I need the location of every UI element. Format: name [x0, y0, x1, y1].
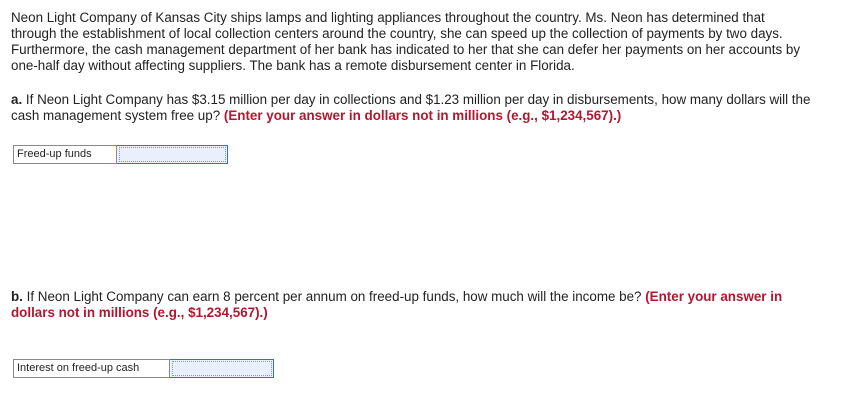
interest-on-freed-up-cash-label: Interest on freed-up cash [13, 359, 170, 378]
question-a [11, 92, 816, 124]
answer-row-freed-up-funds [13, 145, 228, 164]
freed-up-funds-input[interactable] [117, 145, 228, 164]
question-a-instruction: (Enter your answer in dollars not in millions (e.g., $1,234,567).) [223, 108, 622, 123]
question-b [11, 289, 816, 321]
answer-row-interest [13, 359, 274, 378]
freed-up-funds-label: Freed-up funds [13, 145, 117, 164]
question-b-instruction: (Enter your answer in dollars not in millions (e.g., $1,234,567).) [11, 289, 783, 320]
question-b-text: If Neon Light Company can earn 8 percent per annum on freed-up funds, how much will the income be? [26, 289, 642, 304]
problem-intro: Neon Light Company of Kansas City ships lamps and lighting appliances throughout the country. Ms. Neon has determined that through the establishment of local collection centers around the country, she can speed up the collection of payments by two days. Furthermore, the cash management department of her bank has indicated to her that she can defer her payments on her accounts by one-half day without affecting suppliers. The bank has a remote disbursement center in Florida. [11, 10, 801, 73]
question-a-letter: a. [11, 92, 23, 107]
question-a-text: If Neon Light Company has $3.15 million per day in collections and $1.23 million per day in disbursements, how many dollars will the cash management system free up? [11, 92, 811, 123]
question-b-letter: b. [11, 289, 23, 304]
interest-on-freed-up-cash-input[interactable] [170, 359, 274, 378]
